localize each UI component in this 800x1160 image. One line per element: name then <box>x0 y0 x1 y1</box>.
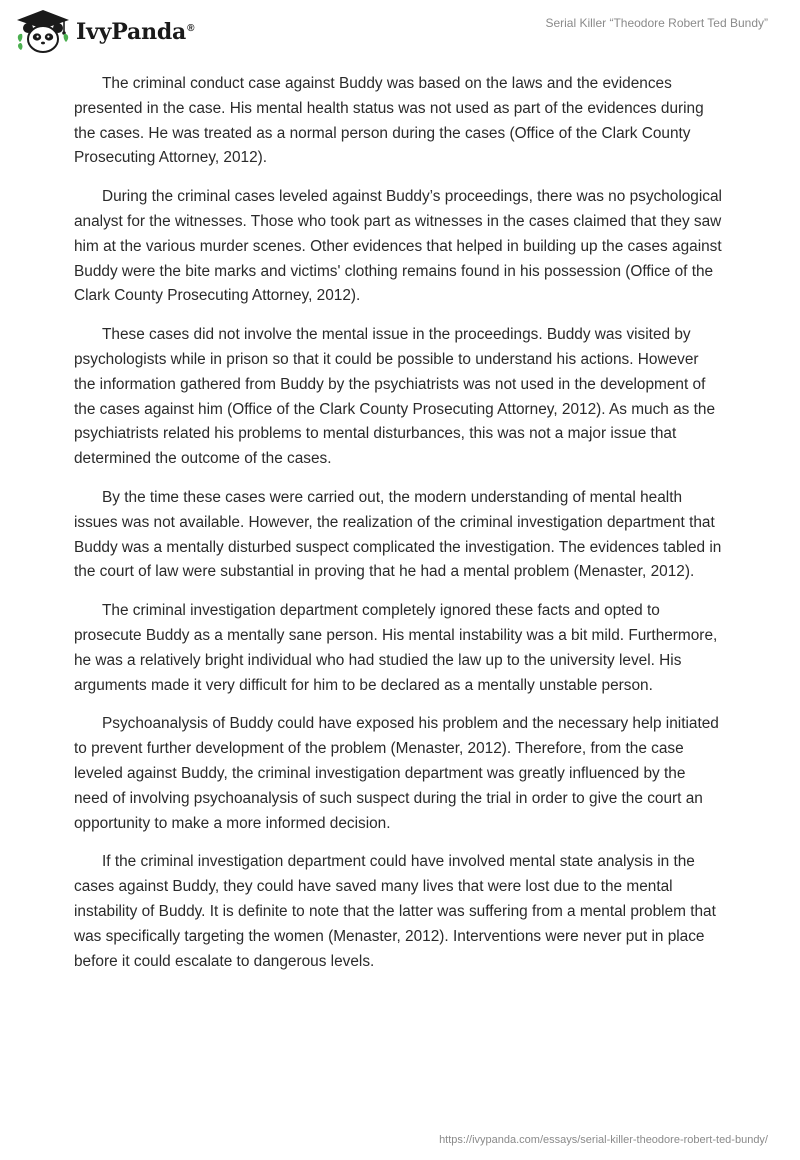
paragraph: By the time these cases were carried out, the modern understanding of mental health issues was not available. However, the realization of the criminal investigation department that Buddy was a mentally disturbed suspect complicated the investigation. The evidences tabled in the court of law were substantial in proving that he had a mental problem (Menaster, 2012). <box>74 488 722 581</box>
paragraph: If the criminal investigation department could have involved mental state analysis in the cases against Buddy, they could have saved many lives that were lost due to the mental instability of Buddy. It is definite to note that the latter was suffering from a mental problem that was specifically targeting the women (Menaster, 2012). Interventions were never put in place before it could escalate to dangerous levels. <box>74 853 716 970</box>
panda-graduate-logo-icon <box>14 8 72 56</box>
document-title: Serial Killer “Theodore Robert Ted Bundy” <box>545 16 768 30</box>
essay-body <box>74 72 722 988</box>
brand-name: IvyPanda® <box>76 19 195 45</box>
paragraph: These cases did not involve the mental issue in the proceedings. Buddy was visited by psychologists while in prison so that it could be possible to understand his actions. However the information gathered from Buddy by the psychiatrists was not used in the development of the cases against him (Office of the Clark County Prosecuting Attorney, 2012). As much as the psychiatrists related his problems to mental disturbances, this was not a major issue that determined the outcome of the cases. <box>74 326 716 468</box>
page-header <box>0 0 800 60</box>
paragraph: During the criminal cases leveled against Buddy’s proceedings, there was no psychological analyst for the witnesses. Those who took part as witnesses in the cases claimed that they saw him at the various murder scenes. Other evidences that helped in building up the cases against Buddy were the bite marks and victims' clothing remains found in his possession (Office of the Clark County Prosecuting Attorney, 2012). <box>74 188 722 305</box>
source-url-link[interactable]: https://ivypanda.com/essays/serial-killer-theodore-robert-ted-bundy/ <box>439 1134 768 1146</box>
paragraph: The criminal investigation department completely ignored these facts and opted to prosecute Buddy as a mentally sane person. His mental instability was a bit mild. Furthermore, he was a relatively bright individual who had studied the law up to the university level. His arguments made it very difficult for him to be declared as a mentally unstable person. <box>74 602 718 694</box>
paragraph: Psychoanalysis of Buddy could have exposed his problem and the necessary help initiated to prevent further development of the problem (Menaster, 2012). Therefore, from the case leveled against Buddy, the criminal investigation department was greatly influenced by the need of involving psychoanalysis of such suspect during the trial in order to give the court an opportunity to make a more informed decision. <box>74 715 719 832</box>
registered-mark: ® <box>187 22 195 34</box>
ivypanda-logo[interactable] <box>14 8 194 56</box>
paragraph: The criminal conduct case against Buddy was based on the laws and the evidences presented in the case. His mental health status was not used as part of the evidences during the cases. He was treated as a normal person during the cases (Office of the Clark County Prosecuting Attorney, 2012). <box>74 75 704 167</box>
